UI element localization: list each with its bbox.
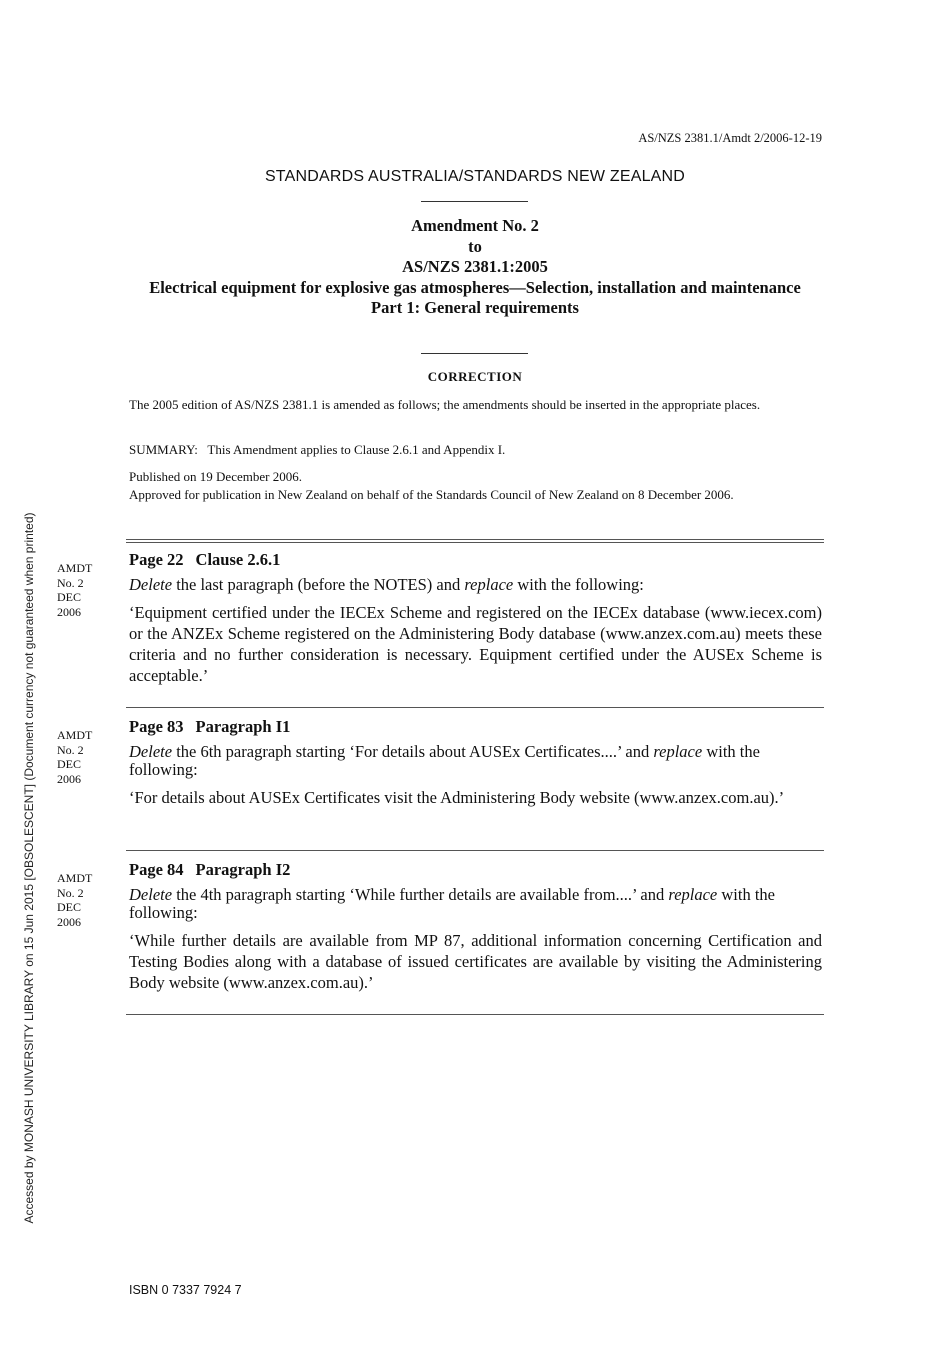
amendment-section — [129, 859, 822, 993]
section-heading — [129, 859, 822, 880]
clause-reference: Paragraph I1 — [195, 717, 291, 736]
amendment-number: Amendment No. 2 — [411, 216, 539, 235]
amendment-section — [129, 716, 822, 808]
approved-line: Approved for publication in New Zealand on behalf of the Standards Council of New Zealand on 8 December 2006. — [129, 487, 734, 502]
amendment-margin-note: AMDT No. 2 DEC 2006 — [57, 728, 93, 786]
replacement-text: ‘Equipment certified under the IECEx Scheme and registered on the IECEx database (www.iecex.com) or the ANZEx Scheme registered on the Administering Body database (www.anzex.com.au) meets these criteria and no further consideration is necessary. Equipment certified under the AUSEx Scheme is acceptable.’ — [129, 603, 822, 685]
access-stamp-text: Accessed by MONASH UNIVERSITY LIBRARY on 15 Jun 2015 [OBSOLESCENT] (Document currency not guaranteed when printed) — [22, 512, 36, 1224]
section-divider — [126, 707, 824, 708]
amendment-margin-note: AMDT No. 2 DEC 2006 — [57, 561, 93, 619]
section-heading — [129, 549, 822, 570]
clause-reference: Paragraph I2 — [195, 860, 291, 879]
replacement-text: ‘For details about AUSEx Certificates visit the Administering Body website (www.anzex.com.au).’ — [129, 788, 785, 807]
standard-number: AS/NZS 2381.1:2005 — [402, 257, 548, 276]
section-divider-double-2 — [126, 542, 824, 543]
section-heading — [129, 716, 822, 737]
isbn: ISBN 0 7337 7924 7 — [129, 1283, 242, 1297]
published-line: Published on 19 December 2006. — [129, 469, 302, 484]
heading-to: to — [468, 236, 482, 256]
standard-title: Electrical equipment for explosive gas atmospheres—Selection, installation and maintenance — [149, 277, 801, 297]
section-divider-double-1 — [126, 539, 824, 540]
organization-title: STANDARDS AUSTRALIA/STANDARDS NEW ZEALAND — [264, 168, 686, 185]
amendment-section — [129, 549, 822, 686]
replacement-text: ‘While further details are available from MP 87, additional information concerning Certification and Testing Bodies along with a database of issued certificates are available by visiting the Administering Body website (www.anzex.com.au).’ — [129, 931, 822, 992]
page-reference: Page 83 — [129, 717, 184, 736]
section-divider — [126, 1014, 824, 1015]
clause-reference: Clause 2.6.1 — [195, 550, 281, 569]
page-reference: Page 22 — [129, 550, 184, 569]
amendment-instruction: Delete the 4th paragraph starting ‘While further details are available from....’ and replace with the following: — [129, 885, 776, 922]
amendment-instruction: Delete the 6th paragraph starting ‘For details about AUSEx Certificates....’ and replace with the following: — [129, 742, 760, 779]
amendment-margin-note: AMDT No. 2 DEC 2006 — [57, 871, 93, 929]
title-divider-top — [421, 201, 528, 202]
amendment-instruction: Delete the last paragraph (before the NOTES) and replace with the following: — [129, 575, 644, 594]
standard-part: Part 1: General requirements — [371, 298, 579, 317]
intro-paragraph: The 2005 edition of AS/NZS 2381.1 is amended as follows; the amendments should be inserted in the appropriate places. — [129, 397, 761, 412]
section-divider — [126, 850, 824, 851]
title-divider-bottom — [421, 353, 528, 354]
correction-label: CORRECTION — [427, 369, 523, 384]
document-id: AS/NZS 2381.1/Amdt 2/2006-12-19 — [638, 131, 822, 145]
summary-paragraph: SUMMARY: This Amendment applies to Clause 2.6.1 and Appendix I. — [129, 442, 506, 457]
page-reference: Page 84 — [129, 860, 184, 879]
amendment-heading — [120, 216, 830, 319]
